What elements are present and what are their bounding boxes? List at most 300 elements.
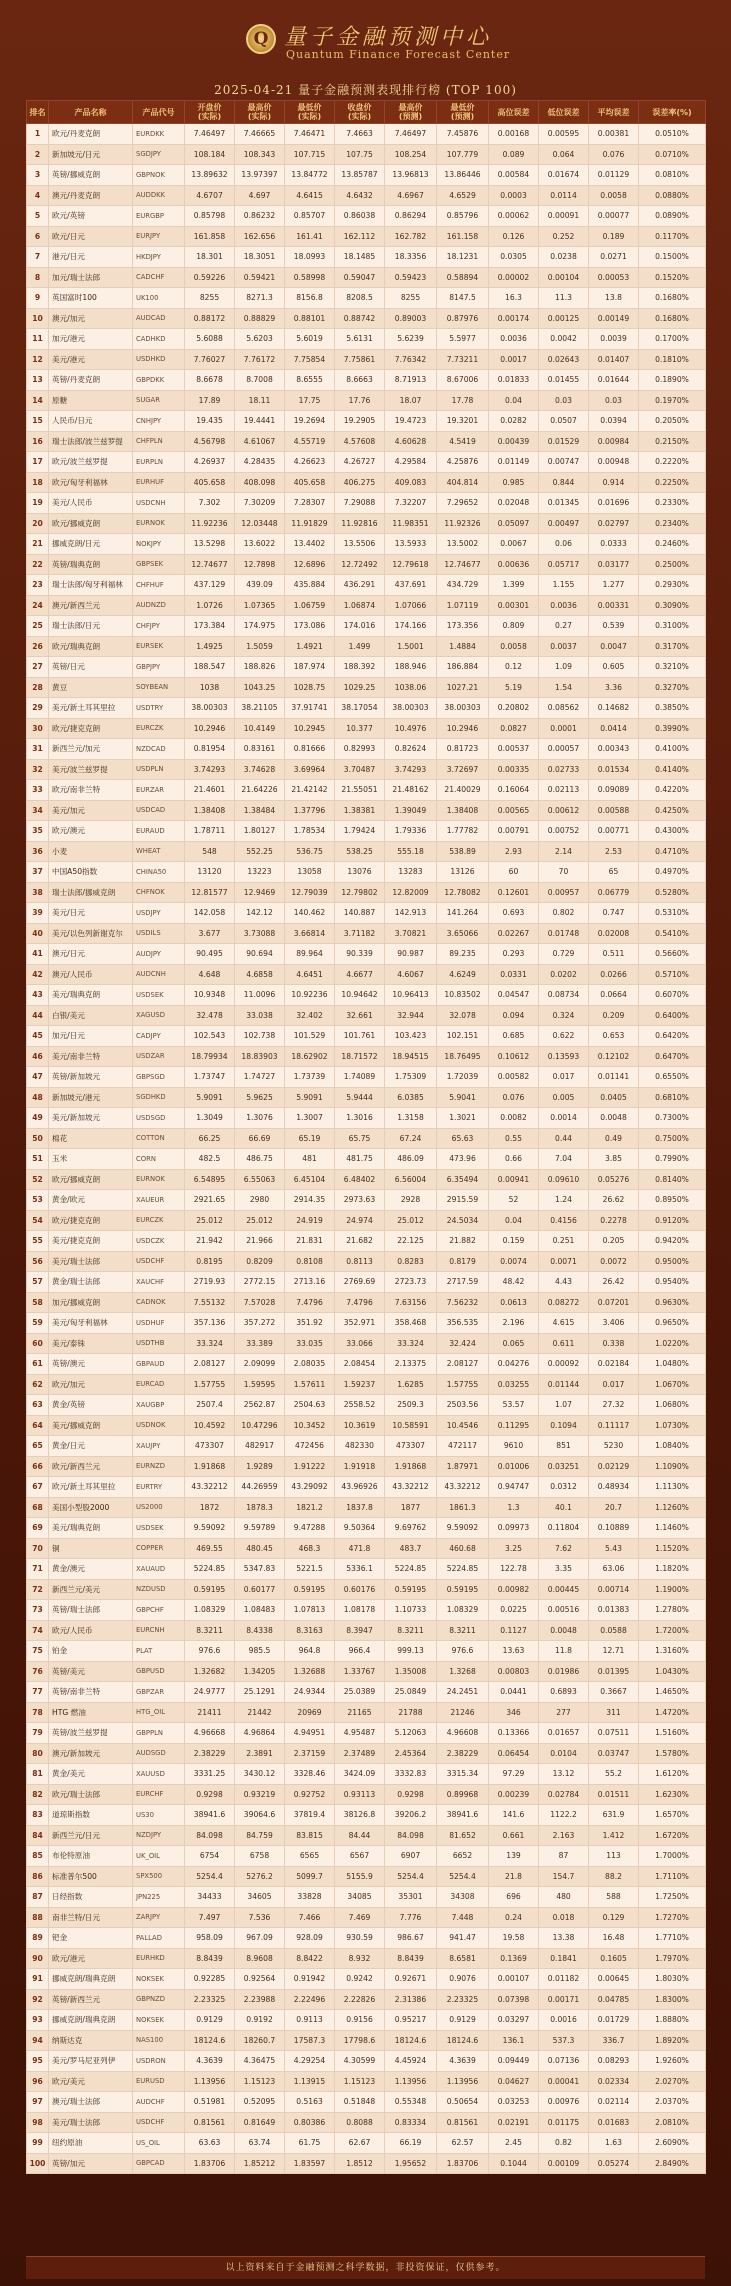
table-cell: 0.189 — [589, 226, 639, 247]
table-cell: 0.0071 — [539, 1251, 589, 1272]
table-cell: 33.389 — [235, 1333, 285, 1354]
table-cell: 1.38408 — [437, 800, 489, 821]
table-cell: 91 — [27, 1969, 49, 1990]
table-cell: 976.6 — [437, 1641, 489, 1662]
table-cell: 0.2330% — [639, 493, 706, 514]
table-body — [27, 124, 706, 2174]
table-cell: 142.12 — [235, 903, 285, 924]
table-cell: 欧元/瑞士法郎 — [49, 1784, 133, 1805]
table-cell: 澳元/新西兰元 — [49, 595, 133, 616]
table-header-row — [27, 101, 706, 124]
table-cell: XAUGBP — [133, 1395, 185, 1416]
table-cell: 8.6555 — [285, 370, 335, 391]
table-cell: 2.23988 — [235, 1989, 285, 2010]
table-cell: 0.13593 — [539, 1046, 589, 1067]
table-cell: 82 — [27, 1784, 49, 1805]
table-cell: 1.5001 — [385, 636, 437, 657]
table-cell: 5.12063 — [385, 1723, 437, 1744]
table-cell: GBPNOK — [133, 165, 185, 186]
table-cell: 13.5933 — [385, 534, 437, 555]
table-cell: 19.4441 — [235, 411, 285, 432]
table-cell: 72 — [27, 1579, 49, 1600]
table-cell: 挪威克朗/瑞典克朗 — [49, 2010, 133, 2031]
table-cell: 0.1605 — [589, 1948, 639, 1969]
table-cell: 2.196 — [489, 1313, 539, 1334]
table-cell: 人民币/日元 — [49, 411, 133, 432]
table-cell: 976.6 — [185, 1641, 235, 1662]
table-cell: 19.435 — [185, 411, 235, 432]
table-cell: 161.41 — [285, 226, 335, 247]
table-cell: 12.82009 — [385, 882, 437, 903]
table-cell: 7.32207 — [385, 493, 437, 514]
table-cell: 4.26623 — [285, 452, 335, 473]
table-row — [27, 1887, 706, 1908]
table-cell: 358.468 — [385, 1313, 437, 1334]
table-cell: 22.125 — [385, 1231, 437, 1252]
table-row — [27, 698, 706, 719]
table-cell: EURJPY — [133, 226, 185, 247]
table-cell: 94 — [27, 2030, 49, 2051]
table-cell: 1.0220% — [639, 1333, 706, 1354]
table-cell: 美国小型股2000 — [49, 1497, 133, 1518]
table-cell: 0.00565 — [489, 800, 539, 821]
table-cell: 0.88742 — [335, 308, 385, 329]
table-cell: 18.301 — [185, 247, 235, 268]
table-cell: 4.6067 — [385, 964, 437, 985]
table-cell: 7.4796 — [285, 1292, 335, 1313]
table-cell: 43.29092 — [285, 1477, 335, 1498]
table-cell: 1.83597 — [285, 2153, 335, 2174]
table-cell: 0.9540% — [639, 1272, 706, 1293]
table-cell: 4.56798 — [185, 431, 235, 452]
table-cell: 18.76495 — [437, 1046, 489, 1067]
table-cell: 0.0042 — [539, 329, 589, 350]
table-cell: 欧元/挪威克朗 — [49, 513, 133, 534]
table-cell: 10.4149 — [235, 718, 285, 739]
table-cell: 8255 — [385, 288, 437, 309]
table-cell: USDNOK — [133, 1415, 185, 1436]
table-cell: 10.47296 — [235, 1415, 285, 1436]
table-cell: 1.39049 — [385, 800, 437, 821]
table-cell: 0.00537 — [489, 739, 539, 760]
table-cell: 12.71 — [589, 1641, 639, 1662]
table-cell: 4.61067 — [235, 431, 285, 452]
table-cell: 1.15123 — [335, 2071, 385, 2092]
table-cell: 63.63 — [185, 2133, 235, 2154]
table-row — [27, 1743, 706, 1764]
table-cell: 37 — [27, 862, 49, 883]
table-cell: 0.04547 — [489, 985, 539, 1006]
table-cell: 7.29088 — [335, 493, 385, 514]
table-cell: UK100 — [133, 288, 185, 309]
table-cell: 13.5506 — [335, 534, 385, 555]
table-cell: 5254.4 — [437, 1866, 489, 1887]
table-cell: 2772.15 — [235, 1272, 285, 1293]
table-cell: 0.00582 — [489, 1067, 539, 1088]
table-cell: 3.71182 — [335, 923, 385, 944]
table-cell: 38.00303 — [385, 698, 437, 719]
table-cell: 5.9041 — [437, 1087, 489, 1108]
table-cell: 20969 — [285, 1702, 335, 1723]
table-cell: 85 — [27, 1846, 49, 1867]
table-cell: 0.02191 — [489, 2112, 539, 2133]
table-row — [27, 1682, 706, 1703]
table-cell: 0.0305 — [489, 247, 539, 268]
table-cell: 0.9192 — [235, 2010, 285, 2031]
table-cell: 11.0096 — [235, 985, 285, 1006]
table-cell: 0.0067 — [489, 534, 539, 555]
table-cell: 7.56232 — [437, 1292, 489, 1313]
table-cell: 1.08178 — [335, 1600, 385, 1621]
table-cell: 0.00791 — [489, 821, 539, 842]
table-row — [27, 1436, 706, 1457]
table-cell: USDRON — [133, 2051, 185, 2072]
table-cell: 8.3947 — [335, 1620, 385, 1641]
table-cell: 97.29 — [489, 1764, 539, 1785]
table-cell: AUDSGD — [133, 1743, 185, 1764]
table-cell: 88 — [27, 1907, 49, 1928]
table-cell: 0.80386 — [285, 2112, 335, 2133]
table-cell: 11 — [27, 329, 49, 350]
table-cell: 0.2278 — [589, 1210, 639, 1231]
table-cell: 4.45924 — [385, 2051, 437, 2072]
table-cell: 473.96 — [437, 1149, 489, 1170]
table-cell: GBPCHF — [133, 1600, 185, 1621]
table-row — [27, 985, 706, 1006]
table-cell: 1.87971 — [437, 1456, 489, 1477]
table-cell: 澳元/瑞士法郎 — [49, 2092, 133, 2113]
table-row — [27, 1825, 706, 1846]
table-row — [27, 1620, 706, 1641]
table-cell: 985.5 — [235, 1641, 285, 1662]
table-cell: 0.01729 — [589, 2010, 639, 2031]
table-cell: 9.59092 — [185, 1518, 235, 1539]
table-cell: 33.035 — [285, 1333, 335, 1354]
table-cell: 7.466 — [285, 1907, 335, 1928]
table-cell: 6754 — [185, 1846, 235, 1867]
table-cell: 405.658 — [185, 472, 235, 493]
table-cell: 21 — [27, 534, 49, 555]
table-cell: 5.6239 — [385, 329, 437, 350]
table-cell: 3.65066 — [437, 923, 489, 944]
table-cell: 473307 — [385, 1436, 437, 1457]
table-cell: 63 — [27, 1395, 49, 1416]
table-cell: 2769.69 — [335, 1272, 385, 1293]
table-cell: 38.00303 — [437, 698, 489, 719]
table-cell: 0.4100% — [639, 739, 706, 760]
table-row — [27, 1415, 706, 1436]
table-cell: 70 — [27, 1538, 49, 1559]
table-cell: 新加坡元/日元 — [49, 144, 133, 165]
table-cell: 27 — [27, 657, 49, 678]
table-cell: 67.24 — [385, 1128, 437, 1149]
table-cell: 0.01644 — [589, 370, 639, 391]
table-cell: 加元/港元 — [49, 329, 133, 350]
table-cell: 12 — [27, 349, 49, 370]
table-cell: 69 — [27, 1518, 49, 1539]
table-cell: 10.96413 — [385, 985, 437, 1006]
table-cell: 1.32682 — [185, 1661, 235, 1682]
column-header: 误差率(%) — [639, 101, 706, 124]
table-row — [27, 390, 706, 411]
table-cell: 3.74293 — [185, 759, 235, 780]
table-cell: 3424.09 — [335, 1764, 385, 1785]
table-row — [27, 1641, 706, 1662]
table-cell: 57 — [27, 1272, 49, 1293]
table-cell: 65.19 — [285, 1128, 335, 1149]
table-cell: 437.129 — [185, 575, 235, 596]
table-row — [27, 1866, 706, 1887]
table-cell: 16.48 — [589, 1928, 639, 1949]
table-cell: 8.3163 — [285, 1620, 335, 1641]
table-cell: 434.729 — [437, 575, 489, 596]
table-cell: 84.098 — [385, 1825, 437, 1846]
table-cell: 83 — [27, 1805, 49, 1826]
table-row — [27, 1149, 706, 1170]
table-cell: 41 — [27, 944, 49, 965]
table-cell: 欧元/捷克克朗 — [49, 1210, 133, 1231]
table-row — [27, 759, 706, 780]
table-cell: 0.0510% — [639, 124, 706, 145]
table-cell: 0.5310% — [639, 903, 706, 924]
table-cell: 1.8030% — [639, 1969, 706, 1990]
table-cell: NOKSEK — [133, 1969, 185, 1990]
table-cell: 2.45364 — [385, 1743, 437, 1764]
table-row — [27, 206, 706, 227]
table-cell: 33.324 — [185, 1333, 235, 1354]
table-cell: 1.8880% — [639, 2010, 706, 2031]
table-cell: 43.32212 — [185, 1477, 235, 1498]
table-cell: 3315.34 — [437, 1764, 489, 1785]
table-cell: 0.7500% — [639, 1128, 706, 1149]
table-cell: 0.3090% — [639, 595, 706, 616]
table-cell: USDILS — [133, 923, 185, 944]
table-cell: 311 — [589, 1702, 639, 1723]
table-cell: 102.738 — [235, 1026, 285, 1047]
table-cell: 0.92564 — [235, 1969, 285, 1990]
table-cell: 33.324 — [385, 1333, 437, 1354]
table-cell: 0.065 — [489, 1333, 539, 1354]
table-cell: ZARJPY — [133, 1907, 185, 1928]
table-cell: 18124.6 — [437, 2030, 489, 2051]
table-cell: 0.9242 — [335, 1969, 385, 1990]
table-cell: 188.826 — [235, 657, 285, 678]
table-cell: 90.339 — [335, 944, 385, 965]
table-cell: 481 — [285, 1149, 335, 1170]
table-cell: 0.693 — [489, 903, 539, 924]
table-cell: CORN — [133, 1149, 185, 1170]
table-cell: 0.01149 — [489, 452, 539, 473]
table-cell: 7 — [27, 247, 49, 268]
table-cell: USDZAR — [133, 1046, 185, 1067]
table-cell: 19.2905 — [335, 411, 385, 432]
table-cell: 0.076 — [589, 144, 639, 165]
table-cell: 5.43 — [589, 1538, 639, 1559]
table-cell: 1.06874 — [335, 595, 385, 616]
table-cell: 5230 — [589, 1436, 639, 1457]
table-cell: 2509.3 — [385, 1395, 437, 1416]
table-row — [27, 267, 706, 288]
table-cell: 美元/瑞典克朗 — [49, 985, 133, 1006]
table-cell: 13.85787 — [335, 165, 385, 186]
table-cell: GBPPLN — [133, 1723, 185, 1744]
table-cell: 欧元/美元 — [49, 2071, 133, 2092]
table-cell: 0.00747 — [539, 452, 589, 473]
table-cell: 0.6420% — [639, 1026, 706, 1047]
table-cell: 76 — [27, 1661, 49, 1682]
table-cell: 25.012 — [185, 1210, 235, 1231]
table-cell: 0.0017 — [489, 349, 539, 370]
table-row — [27, 1231, 706, 1252]
table-cell: 61.75 — [285, 2133, 335, 2154]
table-cell: 1861.3 — [437, 1497, 489, 1518]
table-cell: 1821.2 — [285, 1497, 335, 1518]
table-cell: 0.4300% — [639, 821, 706, 842]
table-cell: 1.6120% — [639, 1764, 706, 1785]
table-row — [27, 247, 706, 268]
table-cell: 5 — [27, 206, 49, 227]
table-cell: 0.8195 — [185, 1251, 235, 1272]
table-cell: 45 — [27, 1026, 49, 1047]
table-cell: 瑞士法郎/挪威克朗 — [49, 882, 133, 903]
table-cell: 12.74677 — [437, 554, 489, 575]
table-cell: 56 — [27, 1251, 49, 1272]
table-cell: 1.07365 — [235, 595, 285, 616]
table-cell: 0.1700% — [639, 329, 706, 350]
table-cell: 1.7710% — [639, 1928, 706, 1949]
table-cell: 486.09 — [385, 1149, 437, 1170]
table-cell: 9.59789 — [235, 1518, 285, 1539]
table-cell: 0.82624 — [385, 739, 437, 760]
table-cell: 42 — [27, 964, 49, 985]
table-cell: 1.4720% — [639, 1702, 706, 1723]
table-cell: 19.4723 — [385, 411, 437, 432]
table-row — [27, 841, 706, 862]
table-cell: 25 — [27, 616, 49, 637]
table-cell: 0.00053 — [589, 267, 639, 288]
table-cell: 0.0312 — [539, 1477, 589, 1498]
table-cell: 6652 — [437, 1846, 489, 1867]
table-cell: 851 — [539, 1436, 589, 1457]
table-cell: 4.29584 — [385, 452, 437, 473]
table-cell: 0.4970% — [639, 862, 706, 883]
table-cell: 0.4710% — [639, 841, 706, 862]
table-cell: 黄豆 — [49, 677, 133, 698]
table-row — [27, 1600, 706, 1621]
table-cell: 1.79424 — [335, 821, 385, 842]
table-cell: 0.81723 — [437, 739, 489, 760]
table-cell: 2719.93 — [185, 1272, 235, 1293]
table-cell: 67 — [27, 1477, 49, 1498]
table-cell: 73 — [27, 1600, 49, 1621]
table-cell: EURCHF — [133, 1784, 185, 1805]
table-cell: 0.4140% — [639, 759, 706, 780]
table-cell: 0.01144 — [539, 1374, 589, 1395]
table-cell: 5155.9 — [335, 1866, 385, 1887]
table-cell: 18.83903 — [235, 1046, 285, 1067]
table-cell: 188.946 — [385, 657, 437, 678]
table-cell: 瑞士法郎/波兰兹罗提 — [49, 431, 133, 452]
table-cell: 696 — [489, 1887, 539, 1908]
table-cell: 0.0037 — [539, 636, 589, 657]
table-row — [27, 349, 706, 370]
table-cell: 英镑/南非兰特 — [49, 1682, 133, 1703]
table-cell: 5276.2 — [235, 1866, 285, 1887]
table-cell: 0.914 — [589, 472, 639, 493]
table-cell: 0.03177 — [589, 554, 639, 575]
table-cell: 2.93 — [489, 841, 539, 862]
table-cell: 100 — [27, 2153, 49, 2174]
table-cell: 3.406 — [589, 1313, 639, 1334]
table-cell: 51 — [27, 1149, 49, 1170]
table-cell: 13.84772 — [285, 165, 335, 186]
table-cell: 0.1520% — [639, 267, 706, 288]
table-cell: 新加坡元/港元 — [49, 1087, 133, 1108]
table-cell: 1.5160% — [639, 1723, 706, 1744]
table-cell: 0.82993 — [335, 739, 385, 760]
table-cell: 0.5660% — [639, 944, 706, 965]
table-cell: 1.7000% — [639, 1846, 706, 1867]
table-cell: 0.01657 — [539, 1723, 589, 1744]
table-cell: 0.00092 — [539, 1354, 589, 1375]
table-cell: 0.00381 — [589, 124, 639, 145]
table-cell: 黄金/美元 — [49, 1764, 133, 1785]
table-cell: 7.28307 — [285, 493, 335, 514]
table-cell: 港元/日元 — [49, 247, 133, 268]
table-cell: 1.1460% — [639, 1518, 706, 1539]
table-cell: 2.3891 — [235, 1743, 285, 1764]
table-cell: 5.9444 — [335, 1087, 385, 1108]
table-cell: SGDHKD — [133, 1087, 185, 1108]
table-cell: 12.7898 — [235, 554, 285, 575]
table-cell: 11.92816 — [335, 513, 385, 534]
table-cell: 欧元/人民币 — [49, 1620, 133, 1641]
table-cell: 588 — [589, 1887, 639, 1908]
table-cell: 8.932 — [335, 1948, 385, 1969]
table-cell: 46 — [27, 1046, 49, 1067]
table-cell: 4.55719 — [285, 431, 335, 452]
table-row — [27, 1518, 706, 1539]
table-cell: 113 — [589, 1846, 639, 1867]
table-cell: 161.158 — [437, 226, 489, 247]
table-cell: 10.4546 — [437, 1415, 489, 1436]
table-cell: 10.4592 — [185, 1415, 235, 1436]
table-cell: 2.6090% — [639, 2133, 706, 2154]
table-cell: 21.682 — [335, 1231, 385, 1252]
table-cell: 0.59226 — [185, 267, 235, 288]
table-cell: 0.05097 — [489, 513, 539, 534]
table-cell: 101.529 — [285, 1026, 335, 1047]
table-row — [27, 1846, 706, 1867]
table-cell: 0.07201 — [589, 1292, 639, 1313]
table-cell: NZDJPY — [133, 1825, 185, 1846]
table-cell: 0.8088 — [335, 2112, 385, 2133]
table-cell: 188.547 — [185, 657, 235, 678]
table-cell: 1.6570% — [639, 1805, 706, 1826]
table-cell: 43 — [27, 985, 49, 1006]
table-cell: 8.3211 — [437, 1620, 489, 1641]
table-cell: 3 — [27, 165, 49, 186]
table-cell: 0.01748 — [539, 923, 589, 944]
table-cell: 2928 — [385, 1190, 437, 1211]
table-cell: 3.70821 — [385, 923, 437, 944]
table-cell: 1.3007 — [285, 1108, 335, 1129]
table-cell: 0.88829 — [235, 308, 285, 329]
table-cell: 18.71572 — [335, 1046, 385, 1067]
table-cell: 43.96926 — [335, 1477, 385, 1498]
table-cell: 103.423 — [385, 1026, 437, 1047]
table-row — [27, 821, 706, 842]
